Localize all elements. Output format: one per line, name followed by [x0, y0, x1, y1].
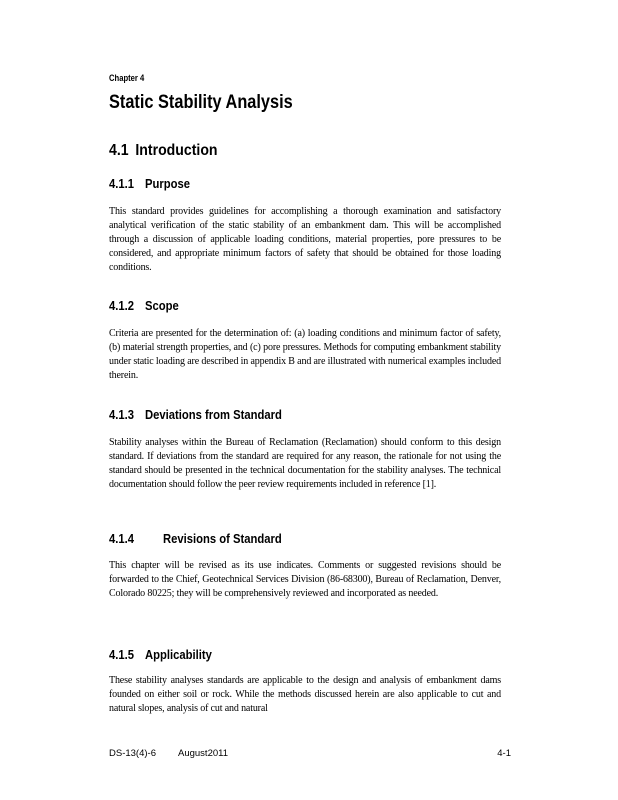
subsection-title: Revisions of Standard [163, 532, 282, 546]
paragraph-deviations: Stability analyses within the Bureau of Reclamation (Reclamation) should conform to this design standard. If deviations from the standard are required for any reason, the rationale for not using the standard should be presented in the technical documentation for the stability analyses. The technical documentation should follow the peer review requirements included in reference [1]. [109, 437, 501, 490]
subsection-number: 4.1.2 [109, 299, 135, 313]
paragraph-scope: Criteria are presented for the determination of: (a) loading conditions and minimum factor of safety, (b) material strength properties, and (c) pore pressures. Methods for computing embankment stability under static loading are described in appendix B and are illustrated with numerical examples included therein. [109, 328, 501, 381]
footer-page-number: 4-1 [497, 748, 511, 759]
chapter-label: Chapter 4 [109, 73, 145, 83]
section-number: 4.1 [109, 142, 129, 159]
section-heading [109, 142, 218, 160]
subsection-number: 4.1.5 [109, 648, 135, 662]
footer-left [109, 748, 228, 759]
paragraph-purpose: This standard provides guidelines for accomplishing a thorough examination and satisfactory analytical verification of the static stability of an embankment dam. This will be accomplished through a discussion of applicable loading conditions, material properties, pore pressures to be considered, and appropriate minimum factors of safety that should be obtained for those loading conditions. [109, 206, 501, 273]
subsection-number: 4.1.4 [109, 532, 135, 546]
footer-doc-id: DS-13(4)-6 [109, 748, 156, 759]
subsection-title: Scope [145, 299, 179, 313]
subsection-heading-scope [109, 299, 179, 313]
paragraph-revisions: This chapter will be revised as its use indicates. Comments or suggested revisions should be forwarded to the Chief, Geotechnical Services Division (86-68300), Bureau of Reclamation, Denver, Colorado 80225; they will be comprehensively reviewed and incorporated as needed. [109, 560, 501, 599]
paragraph-applicability: These stability analyses standards are applicable to the design and analysis of embankment dams founded on either soil or rock. While the methods discussed herein are also applicable to cut and natural slopes, analysis of cut and natural [109, 675, 501, 714]
subsection-heading-deviations [109, 408, 282, 422]
section-title: Introduction [135, 142, 218, 159]
subsection-title: Purpose [145, 177, 191, 191]
subsection-title: Deviations from Standard [145, 408, 282, 422]
subsection-heading-applicability [109, 648, 212, 662]
subsection-heading-revisions [109, 532, 282, 546]
subsection-title: Applicability [145, 648, 212, 662]
page-title: Static Stability Analysis [109, 92, 293, 113]
footer-date: August2011 [178, 748, 229, 759]
subsection-number: 4.1.1 [109, 177, 135, 191]
subsection-number: 4.1.3 [109, 408, 135, 422]
subsection-heading-purpose [109, 177, 190, 191]
